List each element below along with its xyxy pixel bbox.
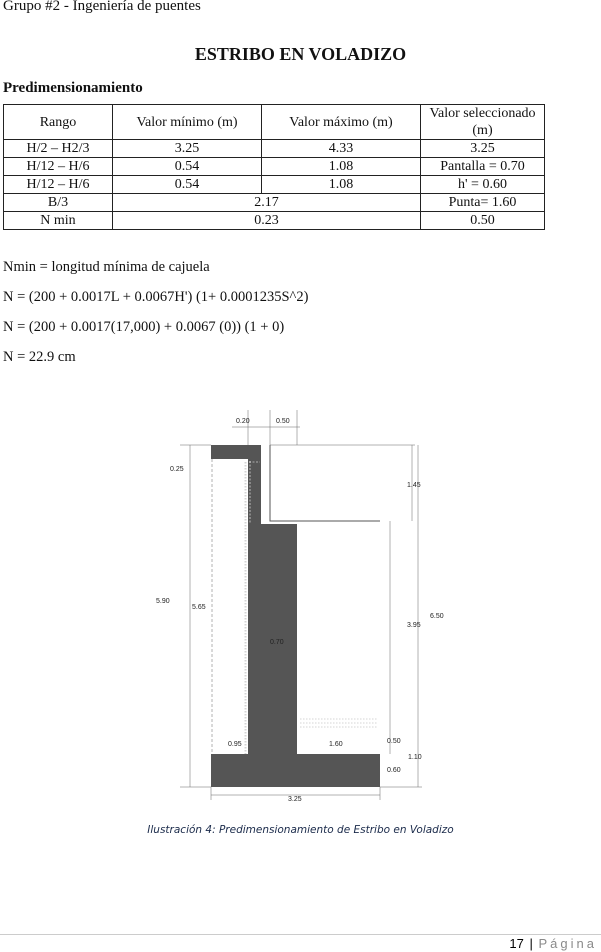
page-footer	[509, 936, 597, 951]
page-number: 17	[509, 936, 524, 951]
table-cell: N min	[4, 212, 113, 230]
table-row	[4, 140, 545, 158]
header-cell: Valor seleccionado (m)	[421, 105, 545, 140]
table-row	[4, 212, 545, 230]
dim-label-325: 3.25	[288, 796, 302, 803]
definition-text: Nmin = longitud mínima de cajuela	[3, 259, 210, 275]
dim-label-590: 5.90	[156, 598, 170, 605]
table-cell: Pantalla = 0.70	[421, 158, 545, 176]
dim-label-050b: 0.50	[387, 738, 401, 745]
header-cell: Rango	[4, 105, 113, 140]
footer-page-word: Página	[538, 936, 597, 951]
footing	[211, 754, 380, 787]
table-cell: 0.54	[113, 158, 262, 176]
header-cell: Valor mínimo (m)	[113, 105, 262, 140]
table-cell: 2.17	[113, 194, 421, 212]
dim-label-050: 0.50	[276, 418, 290, 425]
dim-label-070: 0.70	[270, 639, 284, 646]
table-row	[4, 158, 545, 176]
table-cell: h' = 0.60	[421, 176, 545, 194]
table-cell: 3.25	[113, 140, 262, 158]
table-cell: 0.23	[113, 212, 421, 230]
footer-divider	[0, 934, 601, 935]
table-row	[4, 194, 545, 212]
section-subtitle: Predimensionamiento	[3, 80, 143, 96]
header-cell: Valor máximo (m)	[262, 105, 421, 140]
document-header: Grupo #2 - Ingeniería de puentes	[3, 0, 201, 14]
dim-label-650: 6.50	[430, 613, 444, 620]
abutment-diagram	[150, 405, 450, 805]
table-cell: 1.08	[262, 158, 421, 176]
footer-separator: |	[529, 936, 533, 951]
table-cell: 3.25	[421, 140, 545, 158]
table-cell: 4.33	[262, 140, 421, 158]
table-cell: H/2 – H2/3	[4, 140, 113, 158]
table-cell: H/12 – H/6	[4, 176, 113, 194]
table-cell: 0.50	[421, 212, 545, 230]
dim-label-095: 0.95	[228, 741, 242, 748]
formula-result: N = 22.9 cm	[3, 349, 76, 365]
dim-label-160: 1.60	[329, 741, 343, 748]
backwall	[248, 445, 261, 524]
dim-label-145: 1.45	[407, 482, 421, 489]
formula-substituted: N = (200 + 0.0017(17,000) + 0.0067 (0)) (1 + 0)	[3, 319, 285, 335]
dim-label-020: 0.20	[236, 418, 250, 425]
dim-label-565: 5.65	[192, 604, 206, 611]
formula-general: N = (200 + 0.0017L + 0.0067H') (1+ 0.0001235S^2)	[3, 289, 309, 305]
table-row	[4, 176, 545, 194]
dim-label-110: 1.10	[408, 754, 422, 761]
table-cell: B/3	[4, 194, 113, 212]
table-cell: 1.08	[262, 176, 421, 194]
page-title: ESTRIBO EN VOLADIZO	[194, 44, 407, 64]
table-header-row	[4, 105, 545, 140]
figure-caption: Ilustración 4: Predimensionamiento de Estribo en Voladizo	[147, 824, 454, 836]
dim-label-060: 0.60	[387, 767, 401, 774]
seat-outline	[270, 445, 380, 521]
predimension-table	[3, 104, 545, 230]
dim-lines	[180, 410, 422, 800]
table-cell: 0.54	[113, 176, 262, 194]
dim-label-395: 3.95	[407, 622, 421, 629]
dim-label-025: 0.25	[170, 466, 184, 473]
table-cell: H/12 – H/6	[4, 158, 113, 176]
table-cell: Punta= 1.60	[421, 194, 545, 212]
